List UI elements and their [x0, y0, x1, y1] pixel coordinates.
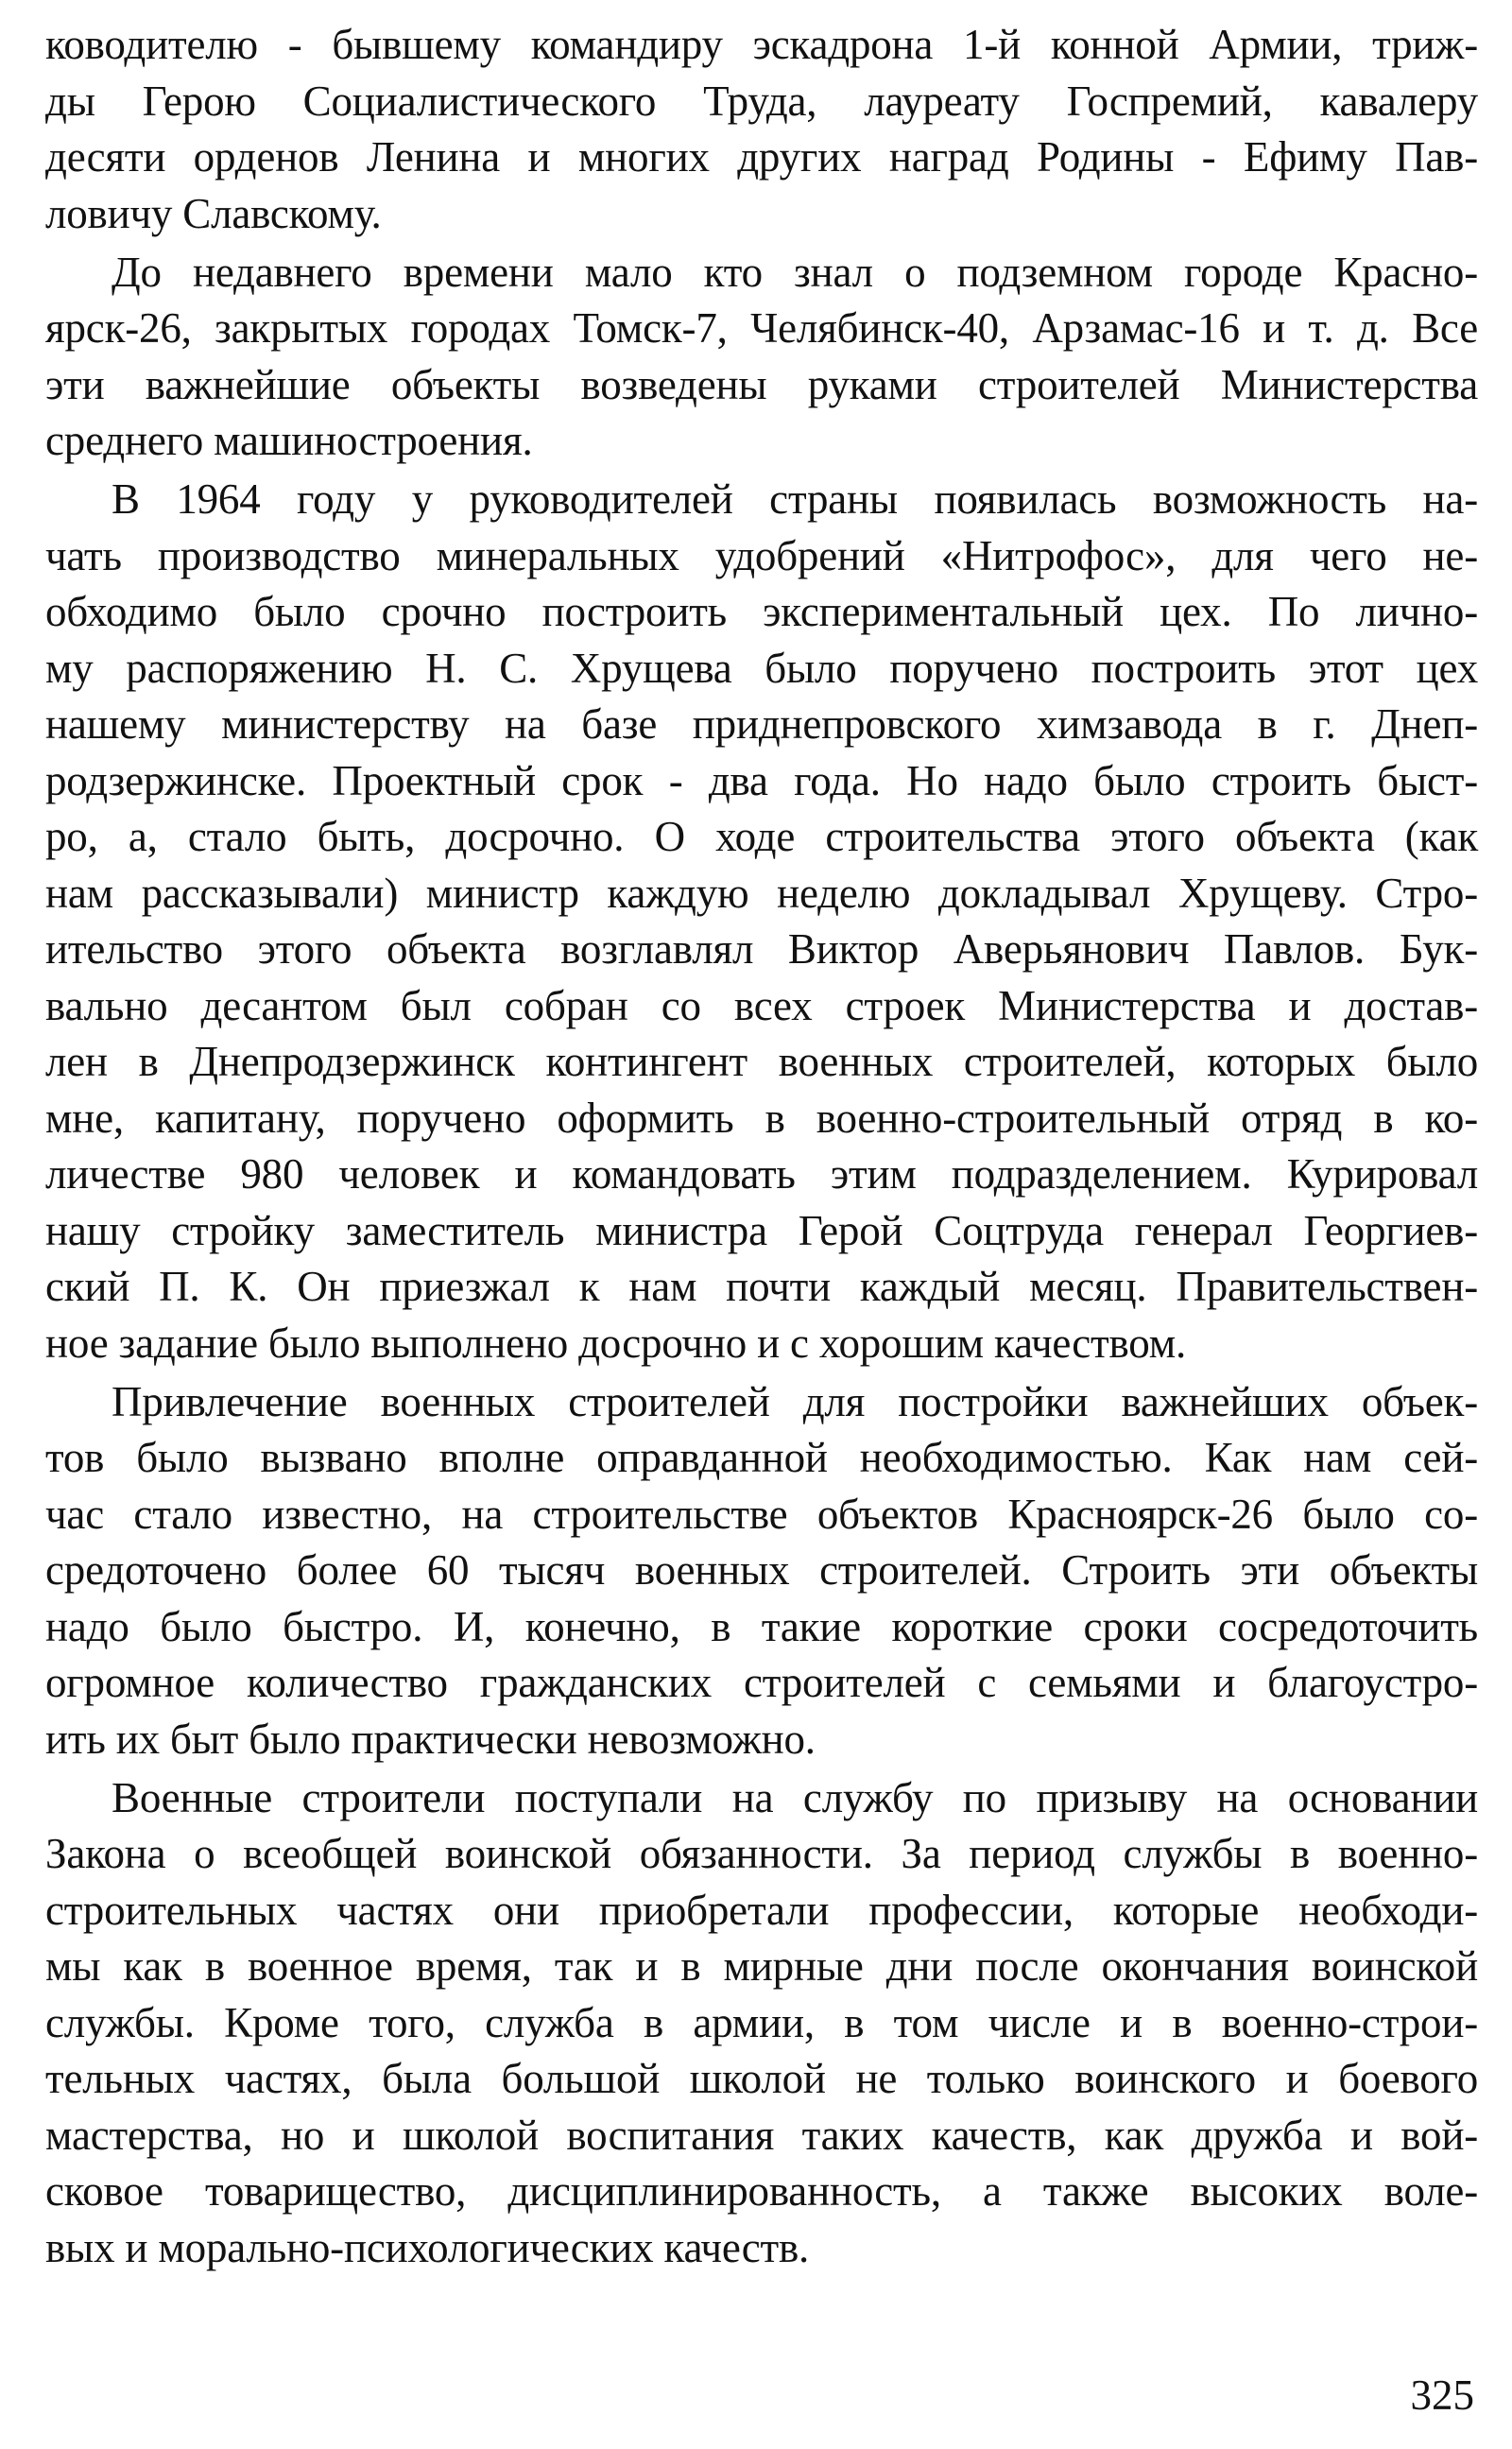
text-line: тельных частях, была большой школой не только воинского и боевого [45, 2055, 1478, 2102]
text-line: Закона о всеобщей воинской обязанности. За период службы в военно- [45, 1830, 1478, 1877]
text-line: вых и морально-психологических качеств. [45, 2223, 810, 2271]
text-line: чать производство минеральных удобрений «Нитрофос», для чего не- [45, 531, 1478, 579]
text-line: ное задание было выполнено досрочно и с хорошим качеством. [45, 1319, 1187, 1367]
paragraph [45, 472, 1478, 1371]
text-line: ды Герою Социалистического Труда, лауреату Госпремий, кавалеру [45, 77, 1478, 125]
text-line: лен в Днепродзержинск контингент военных строителей, которых было [45, 1038, 1478, 1085]
text-line: нашу стройку заместитель министра Герой Соцтруда генерал Георгиев- [45, 1206, 1478, 1254]
paragraph-continuation [45, 17, 1478, 242]
text-line: ловичу Славскому. [45, 189, 382, 237]
text-line: мастерства, но и школой воспитания таких качеств, как дружба и вой- [45, 2111, 1478, 2159]
text-line: среднего машиностроения. [45, 417, 533, 464]
text-line: В 1964 году у руководителей страны появилась возможность на- [112, 475, 1478, 523]
text-line: ярск-26, закрытых городах Томск-7, Челябинск-40, Арзамас-16 и т. д. Все [45, 304, 1478, 352]
text-line: ительство этого объекта возглавлял Виктор Аверьянович Павлов. Бук- [45, 925, 1478, 973]
text-line: ить их быт было практически невозможно. [45, 1715, 816, 1763]
text-line: эти важнейшие объекты возведены руками строителей Министерства [45, 360, 1478, 408]
text-line: средоточено более 60 тысяч военных строителей. Строить эти объекты [45, 1546, 1478, 1594]
text-line: нам рассказывали) министр каждую неделю докладывал Хрущеву. Стро- [45, 869, 1478, 917]
text-line: нашему министерству на базе приднепровского химзавода в г. Днеп- [45, 700, 1478, 748]
text-line: ро, а, стало быть, досрочно. О ходе строительства этого объекта (как [45, 813, 1478, 860]
text-line: вально десантом был собран со всех строек Министерства и достав- [45, 981, 1478, 1029]
text-line: мы как в военное время, так и в мирные дни после окончания воинской [45, 1942, 1478, 1990]
text-line: час стало известно, на строительстве объектов Красноярск-26 было со- [45, 1490, 1478, 1538]
text-line: обходимо было срочно построить экспериментальный цех. По лично- [45, 588, 1478, 635]
text-line: Военные строители поступали на службу по призыву на основании [112, 1773, 1478, 1821]
text-line: му распоряжению Н. С. Хрущева было поручено построить этот цех [45, 644, 1478, 692]
text-line: ководителю - бывшему командиру эскадрона 1-й конной Армии, триж- [45, 21, 1478, 68]
paragraph [45, 1770, 1478, 2277]
text-line: личестве 980 человек и командовать этим подразделением. Курировал [45, 1150, 1478, 1198]
text-line: надо было быстро. И, конечно, в такие короткие сроки сосредоточить [45, 1602, 1478, 1650]
text-line: десяти орденов Ленина и многих других наград Родины - Ефиму Пав- [45, 133, 1478, 181]
text-line: службы. Кроме того, служба в армии, в том числе и в военно-строи- [45, 1998, 1478, 2046]
paragraph [45, 1374, 1478, 1768]
page-body [45, 17, 1478, 2279]
text-line: сковое товарищество, дисциплинированность, а также высоких воле- [45, 2167, 1478, 2215]
text-line: строительных частях они приобретали профессии, которые необходи- [45, 1886, 1478, 1934]
text-line: огромное количество гражданских строителей с семьями и благоустро- [45, 1659, 1478, 1706]
paragraph [45, 245, 1478, 470]
text-line: ский П. К. Он приезжал к нам почти каждый месяц. Правительствен- [45, 1263, 1478, 1310]
text-line: родзержинске. Проектный срок - два года. Но надо было строить быст- [45, 756, 1478, 804]
text-line: До недавнего времени мало кто знал о подземном городе Красно- [112, 248, 1478, 296]
page-number: 325 [1410, 2371, 1474, 2419]
text-line: тов было вызвано вполне оправданной необходимостью. Как нам сей- [45, 1434, 1478, 1481]
text-line: Привлечение военных строителей для постройки важнейших объек- [112, 1377, 1478, 1425]
text-line: мне, капитану, поручено оформить в военно-строительный отряд в ко- [45, 1094, 1478, 1142]
